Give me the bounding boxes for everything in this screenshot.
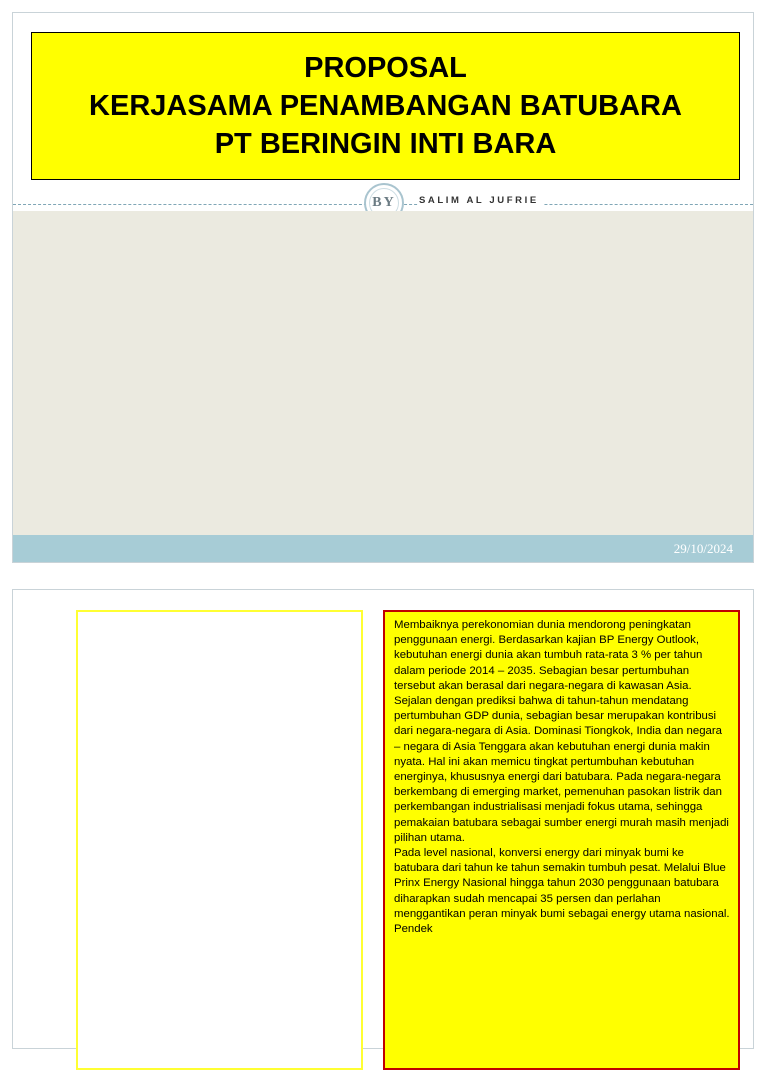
title-line-2: KERJASAMA PENAMBANGAN BATUBARA — [89, 90, 682, 122]
body-text-box — [383, 610, 740, 1070]
image-placeholder-frame — [76, 610, 363, 1070]
by-label: BY — [372, 195, 396, 210]
footer-band — [13, 535, 753, 562]
author-name: SALIM AL JUFRIE — [419, 195, 543, 206]
body-paragraph-1: Membaiknya perekonomian dunia mendorong peningkatan penggunaan energi. Berdasarkan kajian BP Energy Outlook, kebutuhan energi dunia akan tumbuh rata-rata 3 % per tahun dalam periode 2014 – 2035. Sebagian besar pertumbuhan tersebut akan berasal dari negara-negara di kawasan Asia. Sejalan dengan prediksi bahwa di tahun-tahun mendatang pertumbuhan GDP dunia, sebagian besar merupakan kontribusi dari negara-negara di Asia. Dominasi Tiongkok, India dan negara – negara di Asia Tenggara akan kebutuhan energi dunia makin nyata. Hal ini akan memicu tingkat pertumbuhan kebutuhan energinya, khususnya energi dari batubara. Pada negara-negara berkembang di emerging market, pemenuhan pasokan listrik dan perkembangan industrialisasi menjadi fokus utama, sehingga pemakaian batubara sebagai sumber energi murah masih menjadi pilihan utama. — [394, 619, 729, 844]
content-placeholder — [13, 211, 753, 536]
content-slide — [12, 589, 754, 1049]
body-paragraph-2: Pada level nasional, konversi energy dari minyak bumi ke batubara dari tahun ke tahun semakin tumbuh pesat. Melalui Blue Prinx Energy Nasional hingga tahun 2030 penggunaan batubara diharapkan sudah mencapai 35 persen dan perlahan menggantikan peran minyak bumi sebagai energy utama nasional. Pendek — [394, 847, 730, 936]
title-box — [31, 32, 740, 180]
title-slide — [12, 12, 754, 563]
title-line-1: PROPOSAL — [304, 52, 467, 84]
title-line-3: PT BERINGIN INTI BARA — [214, 128, 557, 160]
slide-date: 29/10/2024 — [673, 541, 733, 556]
